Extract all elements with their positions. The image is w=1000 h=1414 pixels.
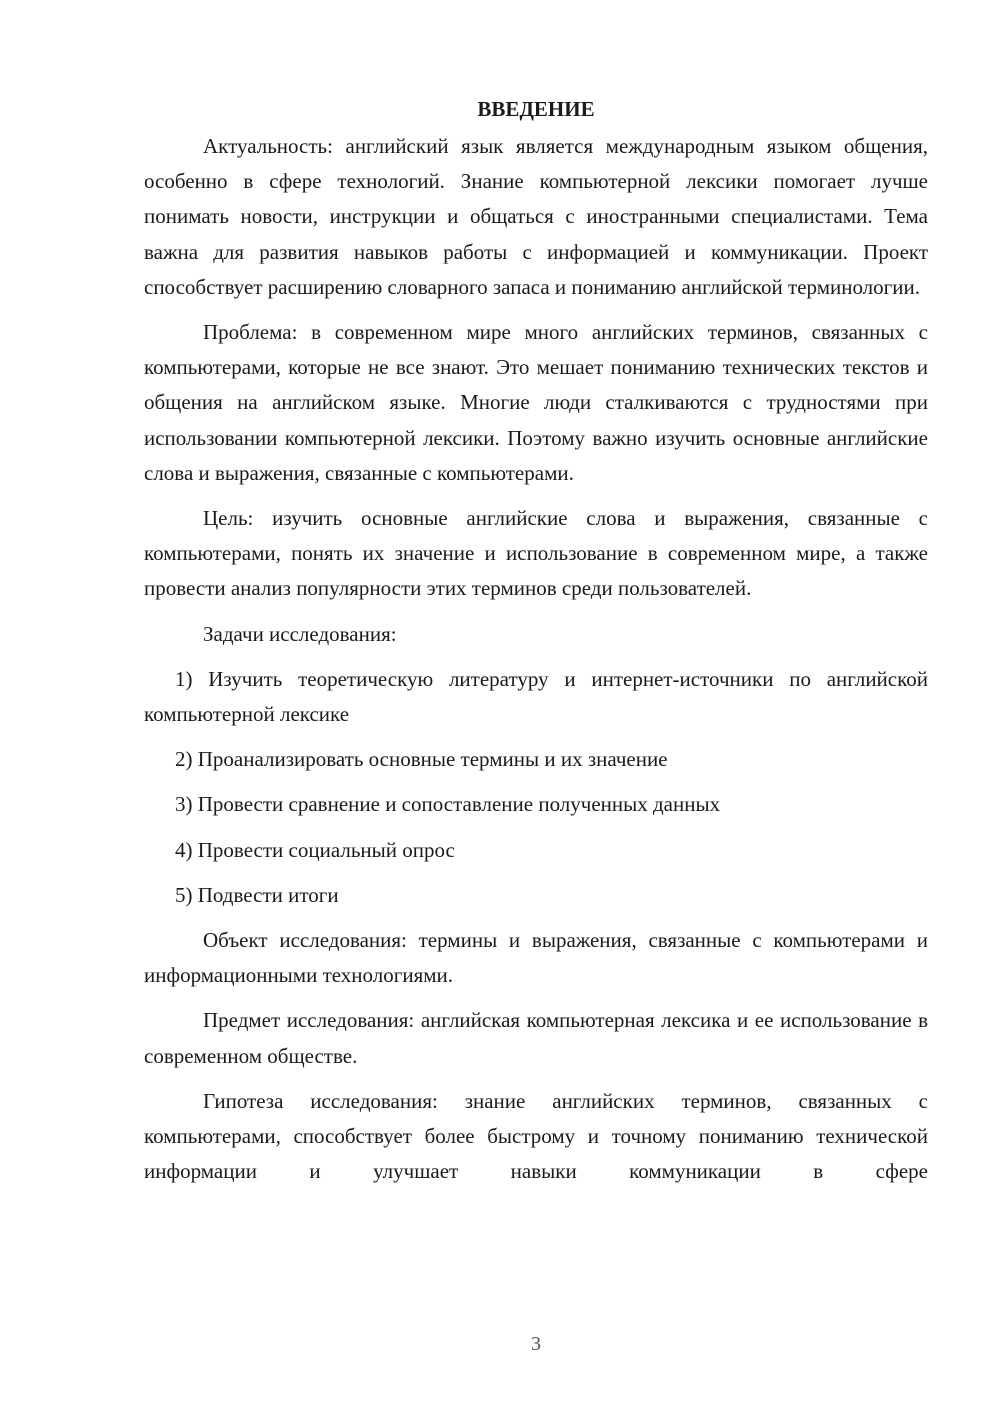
page-number: 3 — [531, 1333, 541, 1355]
list-item: 4) Провести социальный опрос — [175, 837, 455, 862]
paragraph-relevance: Актуальность: английский язык является международным языком общения, особенно в сфере технологий. Знание компьютерной лексики помогает лучше понимать новости, инструкции и общаться с иностранными специалистами. Тема важна для развития навыков работы с информацией и коммуникации. Проект способствует расширению словарного запаса и пониманию английской терминологии. — [144, 134, 928, 299]
list-item: 1) Изучить теоретическую литературу и интернет-источники по английской компьютерной лексике — [144, 666, 928, 727]
list-item: 2) Проанализировать основные термины и их значение — [175, 747, 668, 772]
paragraph-object: Объект исследования: термины и выражения, связанные с компьютерами и информационными технологиями. — [144, 928, 928, 988]
paragraph-hypothesis: Гипотеза исследования: знание английских терминов, связанных с компьютерами, способствует более быстрому и точному пониманию технической информации и улучшает навыки коммуникации в сфере — [144, 1088, 928, 1184]
paragraph-tasks-heading: Задачи исследования: — [203, 621, 397, 646]
paragraph-goal: Цель: изучить основные английские слова и выражения, связанные с компьютерами, понять их значение и использование в современном мире, а также провести анализ популярности этих терминов среди пользователей. — [144, 506, 928, 601]
page-title: ВВЕДЕНИЕ — [477, 97, 595, 121]
paragraph-problem: Проблема: в современном мире много английских терминов, связанных с компьютерами, которые не все знают. Это мешает пониманию технических текстов и общения на английском языке. Многие люди сталкиваются с трудностями при использовании компьютерной лексики. Поэтому важно изучить основные английские слова и выражения, связанные с компьютерами. — [144, 320, 928, 485]
list-item: 3) Провести сравнение и сопоставление полученных данных — [175, 792, 721, 817]
list-item: 5) Подвести итоги — [175, 882, 339, 907]
paragraph-subject: Предмет исследования: английская компьютерная лексика и ее использование в современном обществе. — [144, 1008, 928, 1068]
document-page — [144, 92, 928, 1189]
